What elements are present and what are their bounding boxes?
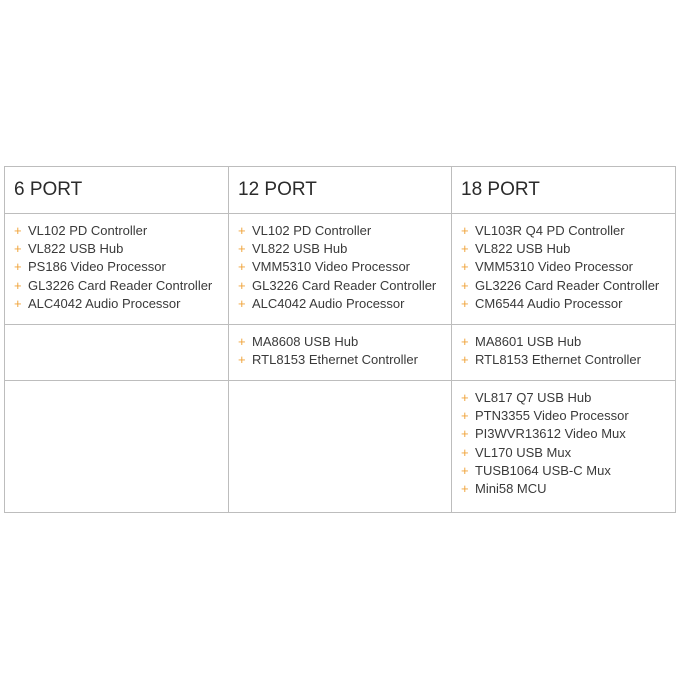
plus-icon: + <box>461 352 469 368</box>
header-12-port: 12 PORT <box>229 167 452 214</box>
plus-icon: + <box>14 259 22 275</box>
cell-18-port-advanced <box>452 381 676 513</box>
cell-12-port-extra <box>229 325 452 381</box>
plus-icon: + <box>14 277 22 293</box>
list-item: + TUSB1064 USB-C Mux <box>461 462 675 480</box>
plus-icon: + <box>461 223 469 238</box>
plus-icon: + <box>461 390 469 405</box>
plus-icon: + <box>238 259 246 275</box>
table-row-base-components <box>5 214 676 325</box>
cell-12-port-advanced <box>229 381 452 513</box>
cell-6-port-advanced <box>5 381 229 513</box>
cell-12-port-base <box>229 214 452 325</box>
plus-icon: + <box>461 295 469 311</box>
list-item: + VL102 PD Controller <box>14 222 228 240</box>
plus-icon: + <box>238 223 246 238</box>
plus-icon: + <box>461 277 469 293</box>
cell-6-port-extra <box>5 325 229 381</box>
plus-icon: + <box>461 334 469 349</box>
list-item: + VL103R Q4 PD Controller <box>461 222 675 240</box>
header-row <box>5 167 676 214</box>
component-list <box>5 214 228 313</box>
plus-icon: + <box>238 277 246 293</box>
plus-icon: + <box>461 241 469 257</box>
list-item: + ALC4042 Audio Processor <box>238 295 451 313</box>
list-item: + VMM5310 Video Processor <box>461 258 675 276</box>
plus-icon: + <box>14 241 22 257</box>
list-item: + PS186 Video Processor <box>14 258 228 276</box>
cell-6-port-base <box>5 214 229 325</box>
plus-icon: + <box>461 462 469 478</box>
component-list <box>229 214 451 313</box>
list-item: + MA8601 USB Hub <box>461 333 675 351</box>
list-item: + CM6544 Audio Processor <box>461 295 675 313</box>
table-row-extra-components <box>5 325 676 381</box>
cell-18-port-extra <box>452 325 676 381</box>
plus-icon: + <box>461 444 469 460</box>
list-item: + GL3226 Card Reader Controller <box>14 277 228 295</box>
plus-icon: + <box>461 408 469 424</box>
plus-icon: + <box>461 259 469 275</box>
list-item: + RTL8153 Ethernet Controller <box>461 351 675 369</box>
table-row-advanced-components <box>5 381 676 513</box>
list-item: + VL822 USB Hub <box>238 240 451 258</box>
header-18-port: 18 PORT <box>452 167 676 214</box>
plus-icon: + <box>461 481 469 497</box>
comparison-table <box>4 166 676 513</box>
list-item: + VL170 USB Mux <box>461 444 675 462</box>
component-list <box>452 214 675 313</box>
plus-icon: + <box>14 223 22 238</box>
list-item: + GL3226 Card Reader Controller <box>461 277 675 295</box>
plus-icon: + <box>238 352 246 368</box>
component-list <box>229 325 451 369</box>
header-6-port: 6 PORT <box>5 167 229 214</box>
list-item: + Mini58 MCU <box>461 480 675 498</box>
component-list <box>452 381 675 498</box>
list-item: + VL817 Q7 USB Hub <box>461 389 675 407</box>
plus-icon: + <box>238 295 246 311</box>
list-item: + VL822 USB Hub <box>14 240 228 258</box>
list-item: + PTN3355 Video Processor <box>461 407 675 425</box>
list-item: + MA8608 USB Hub <box>238 333 451 351</box>
plus-icon: + <box>238 334 246 349</box>
component-list <box>452 325 675 369</box>
list-item: + ALC4042 Audio Processor <box>14 295 228 313</box>
list-item: + VL822 USB Hub <box>461 240 675 258</box>
cell-18-port-base <box>452 214 676 325</box>
plus-icon: + <box>238 241 246 257</box>
list-item: + VMM5310 Video Processor <box>238 258 451 276</box>
plus-icon: + <box>461 426 469 442</box>
list-item: + RTL8153 Ethernet Controller <box>238 351 451 369</box>
list-item: + PI3WVR13612 Video Mux <box>461 425 675 443</box>
plus-icon: + <box>14 295 22 311</box>
list-item: + VL102 PD Controller <box>238 222 451 240</box>
list-item: + GL3226 Card Reader Controller <box>238 277 451 295</box>
